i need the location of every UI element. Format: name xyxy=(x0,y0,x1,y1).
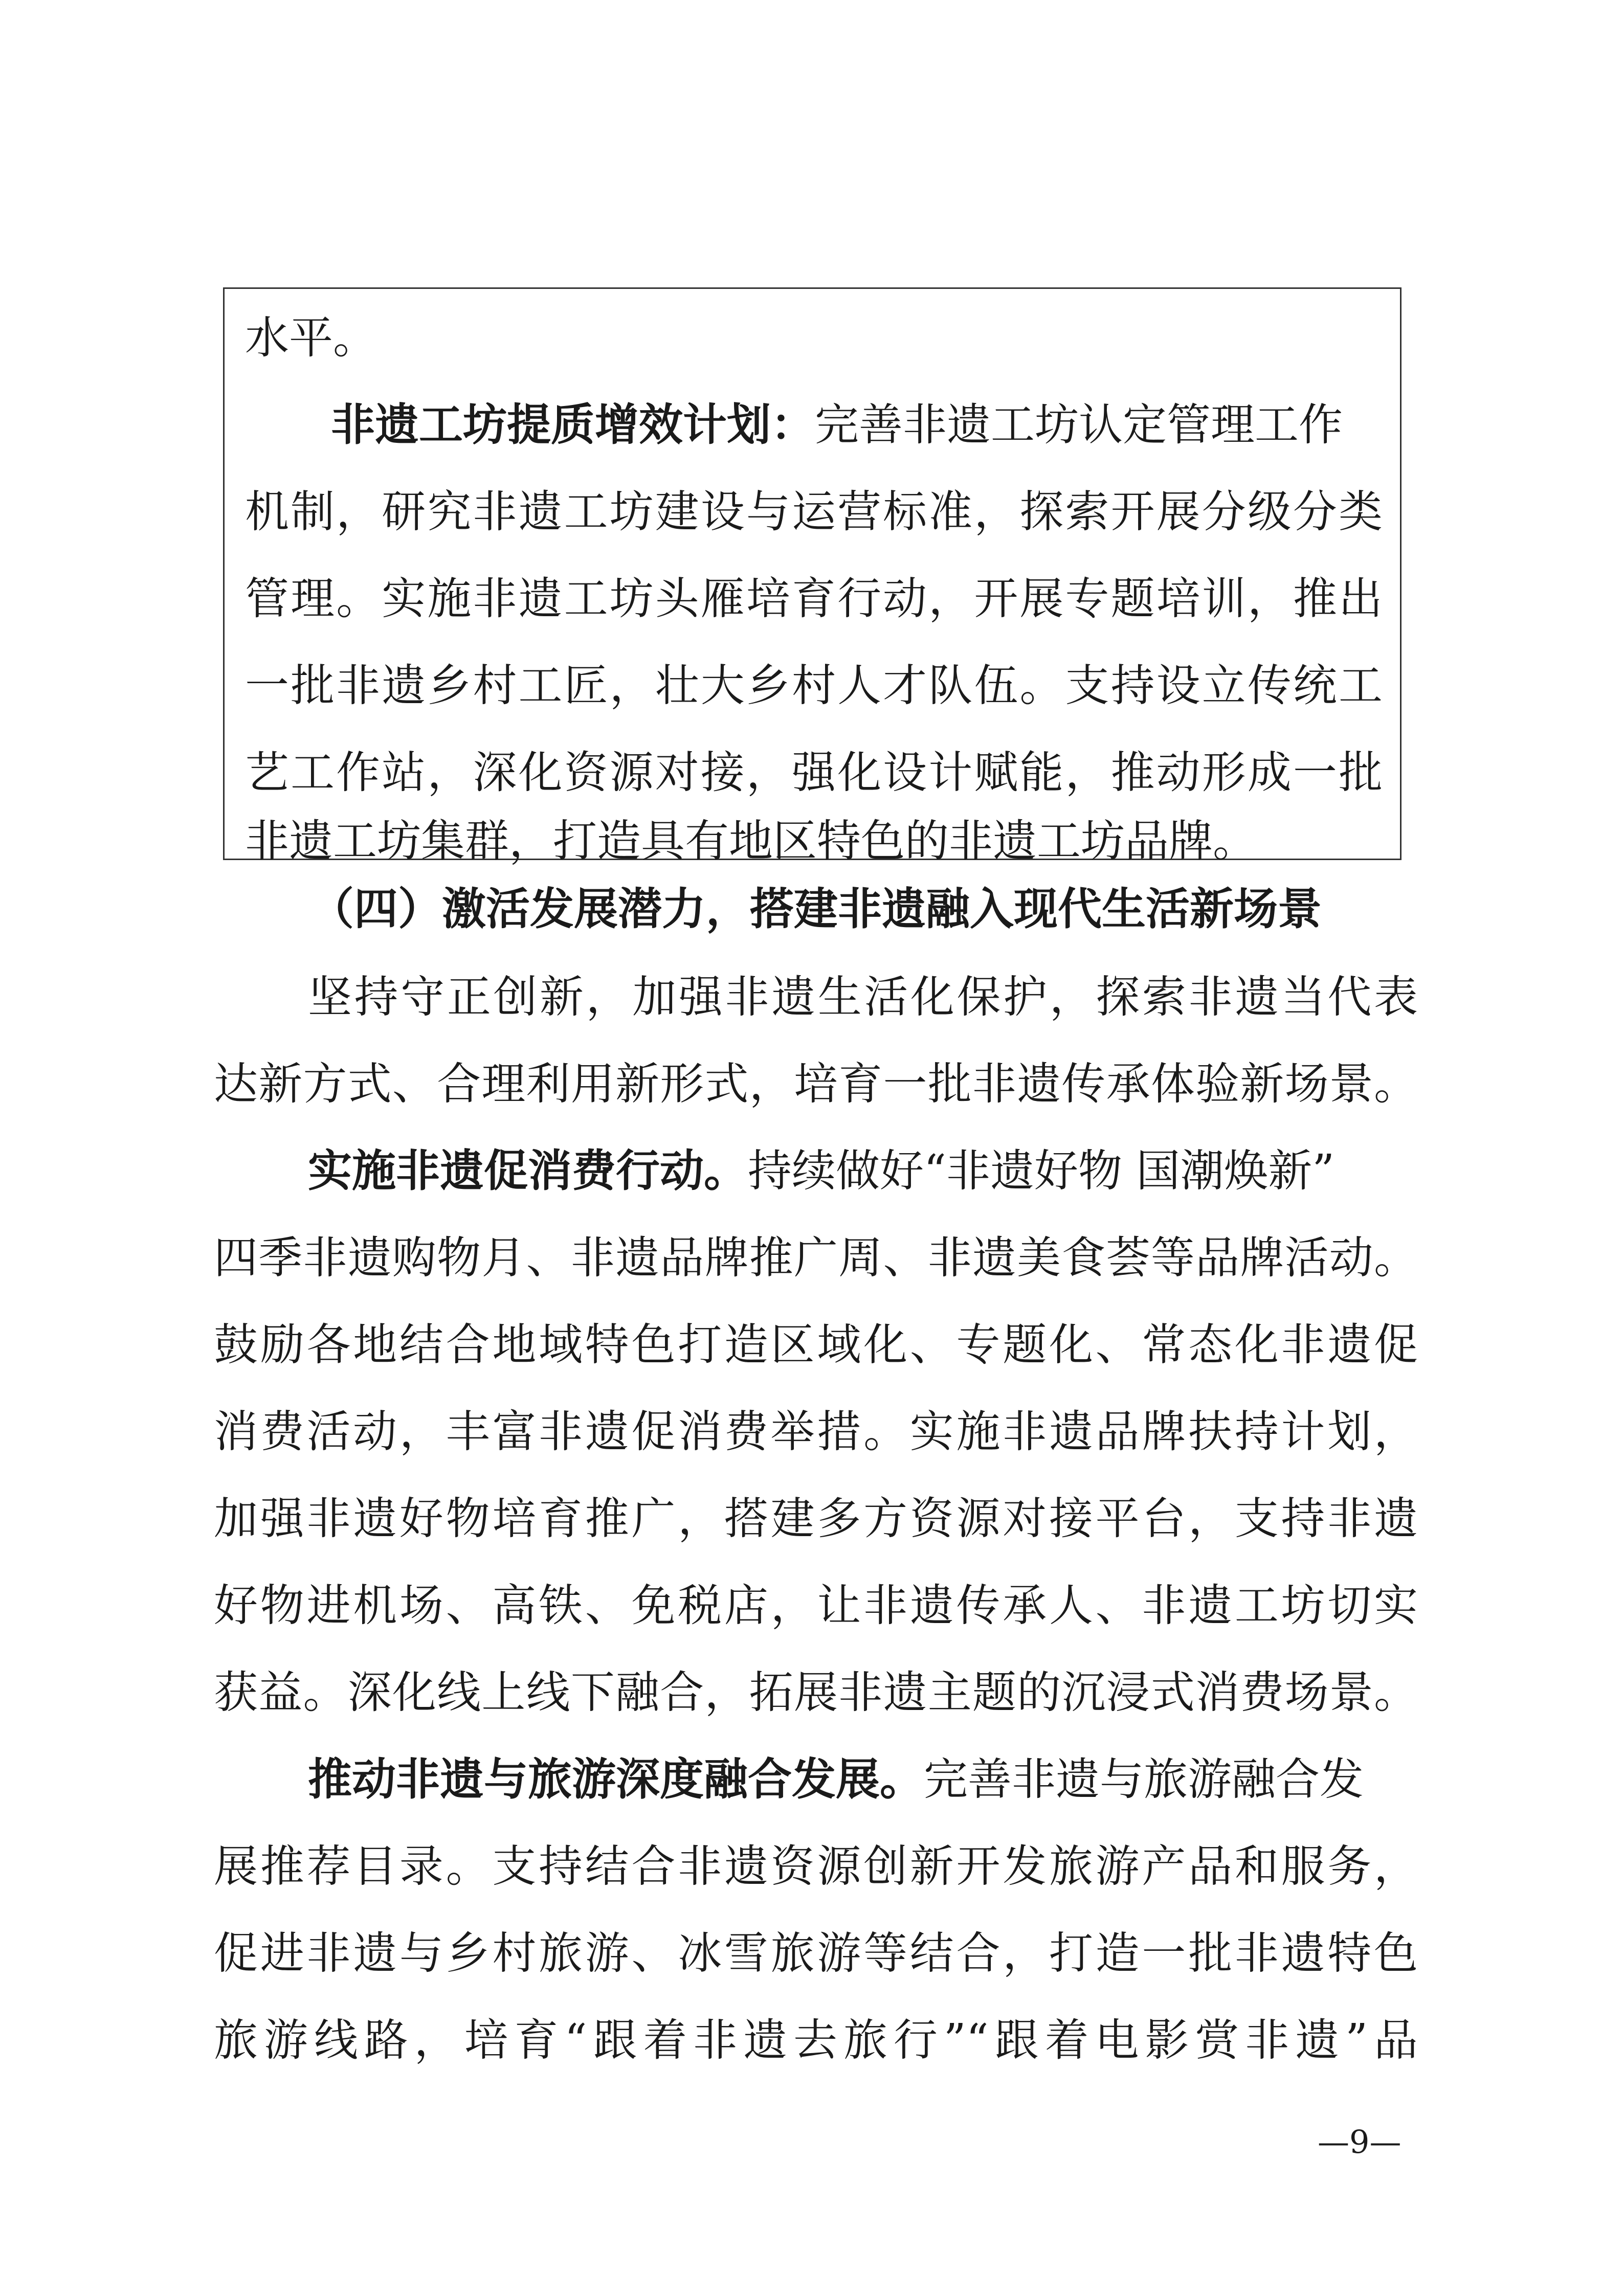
tourism-line-2: 展推荐目录。支持结合非遗资源创新开发旅游产品和服务， xyxy=(214,1841,1418,1892)
box-line-2 xyxy=(331,400,1343,449)
intro-line-2: 达新方式、合理利用新形式，培育一批非遗传承体验新场景。 xyxy=(214,1059,1418,1110)
tourism-line-1-text: 完善非遗与旅游融合发 xyxy=(924,1754,1364,1805)
box-line-5: 一批非遗乡村工匠，壮大乡村人才队伍。支持设立传统工 xyxy=(245,660,1383,711)
plan-title-continuation: 完善非遗工坊认定管理工作 xyxy=(815,399,1343,451)
consumption-line-5: 加强非遗好物培育推广，搭建多方资源对接平台，支持非遗 xyxy=(214,1493,1418,1544)
consumption-line-7: 获益。深化线上线下融合，拓展非遗主题的沉浸式消费场景。 xyxy=(214,1667,1418,1718)
tourism-line-3: 促进非遗与乡村旅游、冰雪旅游等结合，打造一批非遗特色 xyxy=(214,1928,1418,1979)
section-heading: （四）激活发展潜力，搭建非遗融入现代生活新场景 xyxy=(310,883,1322,935)
consumption-line-4: 消费活动，丰富非遗促消费举措。实施非遗品牌扶持计划， xyxy=(214,1406,1418,1457)
box-line-7: 非遗工坊集群，打造具有地区特色的非遗工坊品牌。 xyxy=(245,816,1257,867)
consumption-line-3: 鼓励各地结合地域特色打造区域化、专题化、常态化非遗促 xyxy=(214,1319,1418,1370)
consumption-line-6: 好物进机场、高铁、免税店，让非遗传承人、非遗工坊切实 xyxy=(214,1580,1418,1631)
consumption-line-1-text: 持续做好“非遗好物 国潮焕新” xyxy=(748,1145,1335,1197)
tourism-lead: 推动非遗与旅游深度融合发展。 xyxy=(308,1753,924,1805)
box-line-4: 管理。实施非遗工坊头雁培育行动，开展专题培训，推出 xyxy=(245,573,1383,624)
box-line-3: 机制，研究非遗工坊建设与运营标准，探索开展分级分类 xyxy=(245,486,1383,537)
consumption-line-2: 四季非遗购物月、非遗品牌推广周、非遗美食荟等品牌活动。 xyxy=(214,1232,1418,1284)
tourism-line-1 xyxy=(308,1755,1364,1804)
intro-line-1: 坚持守正创新，加强非遗生活化保护，探索非遗当代表 xyxy=(308,972,1418,1023)
box-line-6: 艺工作站，深化资源对接，强化设计赋能，推动形成一批 xyxy=(245,747,1383,798)
plan-box xyxy=(223,287,1401,867)
consumption-line-1 xyxy=(308,1146,1334,1196)
box-line-1: 水平。 xyxy=(245,312,377,364)
page-number: —9— xyxy=(1318,2123,1401,2160)
tourism-line-4: 旅游线路，培育“跟着非遗去旅行”“跟着电影赏非遗”品 xyxy=(214,2015,1418,2066)
plan-title: 非遗工坊提质增效计划： xyxy=(331,399,815,451)
consumption-lead: 实施非遗促消费行动。 xyxy=(308,1145,748,1197)
